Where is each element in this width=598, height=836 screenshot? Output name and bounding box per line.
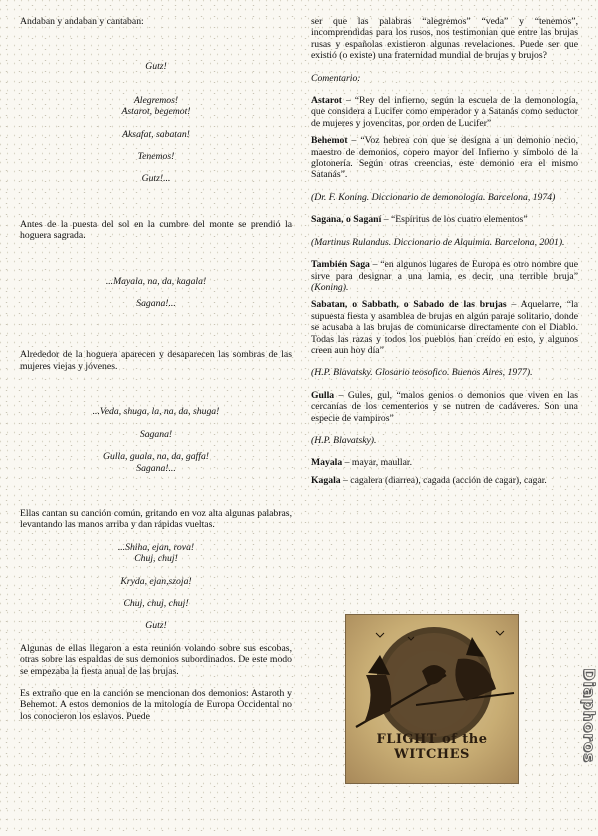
reference-koning: (Dr. F. Koning. Diccionario de demonología. Barcelona, 1974) [311,191,556,203]
song-line: Gutz!... [141,173,171,185]
definition-kagala: – cagalera (diarrea), cagada (acción de cagar), cagar. [340,474,547,486]
definition-behemot: – “Voz hebrea con que se designa a un demonio necio, maestro de demonios, copero mayor del Infierno y símbolo de la glotonería. Según otras creencias, este demonio era el mismo Satanás”. [311,135,578,181]
song-line: Chuj, chuj! [134,553,178,565]
song-line: ...Mayala, na, da, kagala! [105,275,207,287]
bat-icon [376,633,384,637]
term-saga: También Saga [311,259,370,271]
entry-gulla [311,390,578,424]
reference-rulandus: (Martinus Rulandus. Diccionario de Alquimia. Barcelona, 2001). [311,236,565,248]
song-line: ...Veda, shuga, la, na, da, shuga! [92,406,220,418]
definition-mayala: – mayar, maullar. [342,457,413,469]
term-astarot: Astarot [311,95,343,107]
witches-illustration [345,614,519,784]
term-kagala: Kagala [311,474,341,486]
source-koning: (Koning). [311,281,349,293]
definition-sabatan: – Aquelarre, “la supuesta fiesta y asamblea de brujas en algún paraje solitario, donde se acusaba a las brujas de comunicarse directamente con el Diablo. Todas las razas y todos los pueblos han creído en esto, y algunos creen aun hoy día” [311,299,578,356]
entry-sabatan [311,299,578,356]
paragraph-song: Ellas cantan su canción común, gritando en voz alta algunas palabras, levantando las manos arriba y dan rápidas vueltas. [20,507,292,531]
entry-sagana [311,214,578,225]
entry-behemot [311,135,578,181]
song-line: Sagana! [139,428,173,440]
song-line: Gutz! [145,61,167,73]
term-sagana: Sagana, o Saganí [311,214,382,226]
definition-sagana: – “Espíritus de los cuatro elementos” [381,214,528,226]
song-line: Alegremos! [133,94,179,106]
paragraph-brooms: Algunas de ellas llegaron a esta reunión volando sobre sus escobas, otras sobre las espaldas de sus demonios subordinados. De este modo se empezaba la fiesta anual de las brujas. [20,642,292,677]
comment-heading: Comentario: [311,72,361,84]
definition-gulla: – Gules, gul, “malos genios o demonios que viven en las cercanías de los cementerios y se nutren de cadáveres. Son una especie de vampiros” [311,389,578,424]
term-gulla: Gulla [311,389,335,401]
song-line: Sagana!... [136,462,176,474]
intro-text: Andaban y andaban y cantaban: [20,16,144,27]
definition-astarot: – “Rey del infierno, según la escuela de la demonología, que considera a Lucifer como emperador y a Satanás como seductor de mujeres y jovencitas, por orden de Lucifer” [311,95,578,129]
song-line: ...Shiha, ejan, rova! [117,541,195,553]
left-column [20,16,292,722]
entry-astarot [311,95,578,129]
paragraph-demons: Es extraño que en la canción se mencionan dos demonios: Astaroth y Behemot. A estos demonios de la mitología de Europa Occidental no los conocieron los eslavos. Puede [20,687,292,722]
definition-saga: – “en algunos lugares de Europa es otro nombre que sirve para designar a una lamia, es decir, una terrible bruja” [311,259,578,282]
entry-kagala [311,475,578,486]
song-line: Astarot, begemot! [121,106,191,118]
right-column [311,16,578,486]
song-line: Aksafat, sabatan! [122,128,190,140]
term-mayala: Mayala [311,457,343,469]
bat-icon [496,631,504,635]
song-line: Chuj, chuj, chuj! [123,597,189,609]
illustration-caption: FLIGHT of the WITCHES [376,732,488,762]
song-line: Gulla, guala, na, da, gaffa! [102,451,210,463]
reference-blavatsky-short: (H.P. Blavatsky). [311,434,377,446]
song-line: Tenemos! [137,151,175,163]
entry-mayala [311,457,578,468]
term-sabatan: Sabatan, o Sabbath, o Sabado de las brujas [311,299,507,311]
song-line: Gutz! [145,620,167,632]
entry-saga [311,259,578,293]
paragraph-fire: Antes de la puesta del sol en la cumbre del monte se prendió la hoguera sagrada. [20,218,292,242]
paragraph-continue: ser que las palabras “alegremos” “veda” y “tenemos”, incomprendidas para los rusos, nos testimonian que entre las brujas rusas y españolas existieron algunas revelaciones. Puede ser que existió (o existe) una fraternidad mundial de brujas y brujos? [311,16,578,62]
paragraph-shadows: Alrededor de la hoguera aparecen y desaparecen las sombras de las mujeres viejas y jóvenes. [20,349,292,372]
term-behemot: Behemot [311,135,348,147]
song-line: Sagana!... [136,298,176,310]
song-line: Kryda, ejan,szoja! [120,575,192,587]
watermark-label: Diaphoros [580,668,598,764]
reference-blavatsky: (H.P. Blavatsky. Glosario teosofico. Buenos Aires, 1977). [311,367,533,379]
